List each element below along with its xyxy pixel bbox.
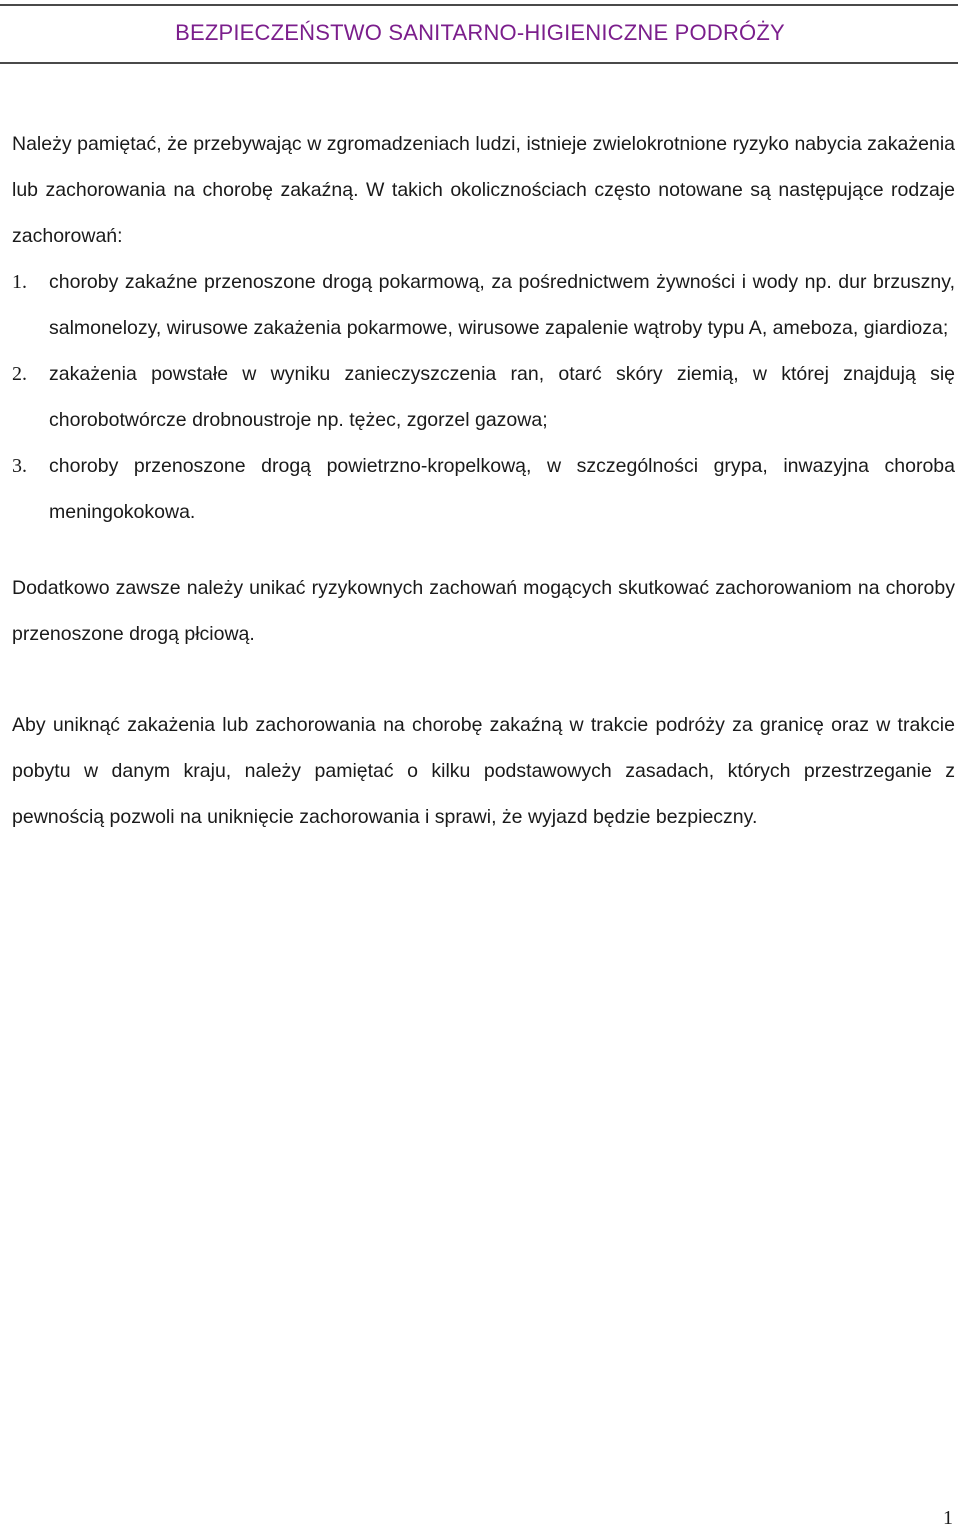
list-item-text: choroby zakaźne przenoszone drogą pokarmową, za pośrednictwem żywności i wody np. dur brzuszny, salmonelozy, wirusowe zakażenia pokarmowe, wirusowe zapalenie wątroby typu A, ameboza, giardioza;: [49, 271, 955, 339]
disease-list: [12, 259, 955, 535]
spacer: [12, 535, 955, 565]
list-item: [12, 351, 955, 443]
list-item-number: 1.: [12, 271, 27, 293]
list-item-text: choroby przenoszone drogą powietrzno-kropelkową, w szczególności grypa, inwazyjna choroba meningokokowa.: [49, 455, 955, 523]
additional-paragraph: Dodatkowo zawsze należy unikać ryzykownych zachowań mogących skutkować zachorowaniom na choroby przenoszone drogą płciową.: [12, 577, 955, 645]
spacer: [12, 657, 955, 702]
page-number: 1: [943, 1507, 953, 1529]
list-item: [12, 443, 955, 535]
intro-paragraph: Należy pamiętać, że przebywając w zgromadzeniach ludzi, istnieje zwielokrotnione ryzyko nabycia zakażenia lub zachorowania na chorobę zakaźną. W takich okolicznościach często notowane są następujące rodzaje zachorowań:: [12, 133, 955, 247]
closing-paragraph: Aby uniknąć zakażenia lub zachorowania na chorobę zakaźną w trakcie podróży za granicę oraz w trakcie pobytu w danym kraju, należy pamiętać o kilku podstawowych zasadach, których przestrzeganie z pewnością pozwoli na uniknięcie zachorowania i sprawi, że wyjazd będzie bezpieczny.: [12, 714, 955, 828]
list-item-number: 3.: [12, 455, 27, 477]
list-item-text: zakażenia powstałe w wyniku zanieczyszczenia ran, otarć skóry ziemią, w której znajdują się chorobotwórcze drobnoustroje np. tężec, zgorzel gazowa;: [49, 363, 955, 431]
document-body: [12, 121, 955, 840]
list-item: [12, 259, 955, 351]
list-item-number: 2.: [12, 363, 27, 385]
page-title: BEZPIECZEŃSTWO SANITARNO-HIGIENICZNE PODRÓŻY: [175, 20, 785, 45]
